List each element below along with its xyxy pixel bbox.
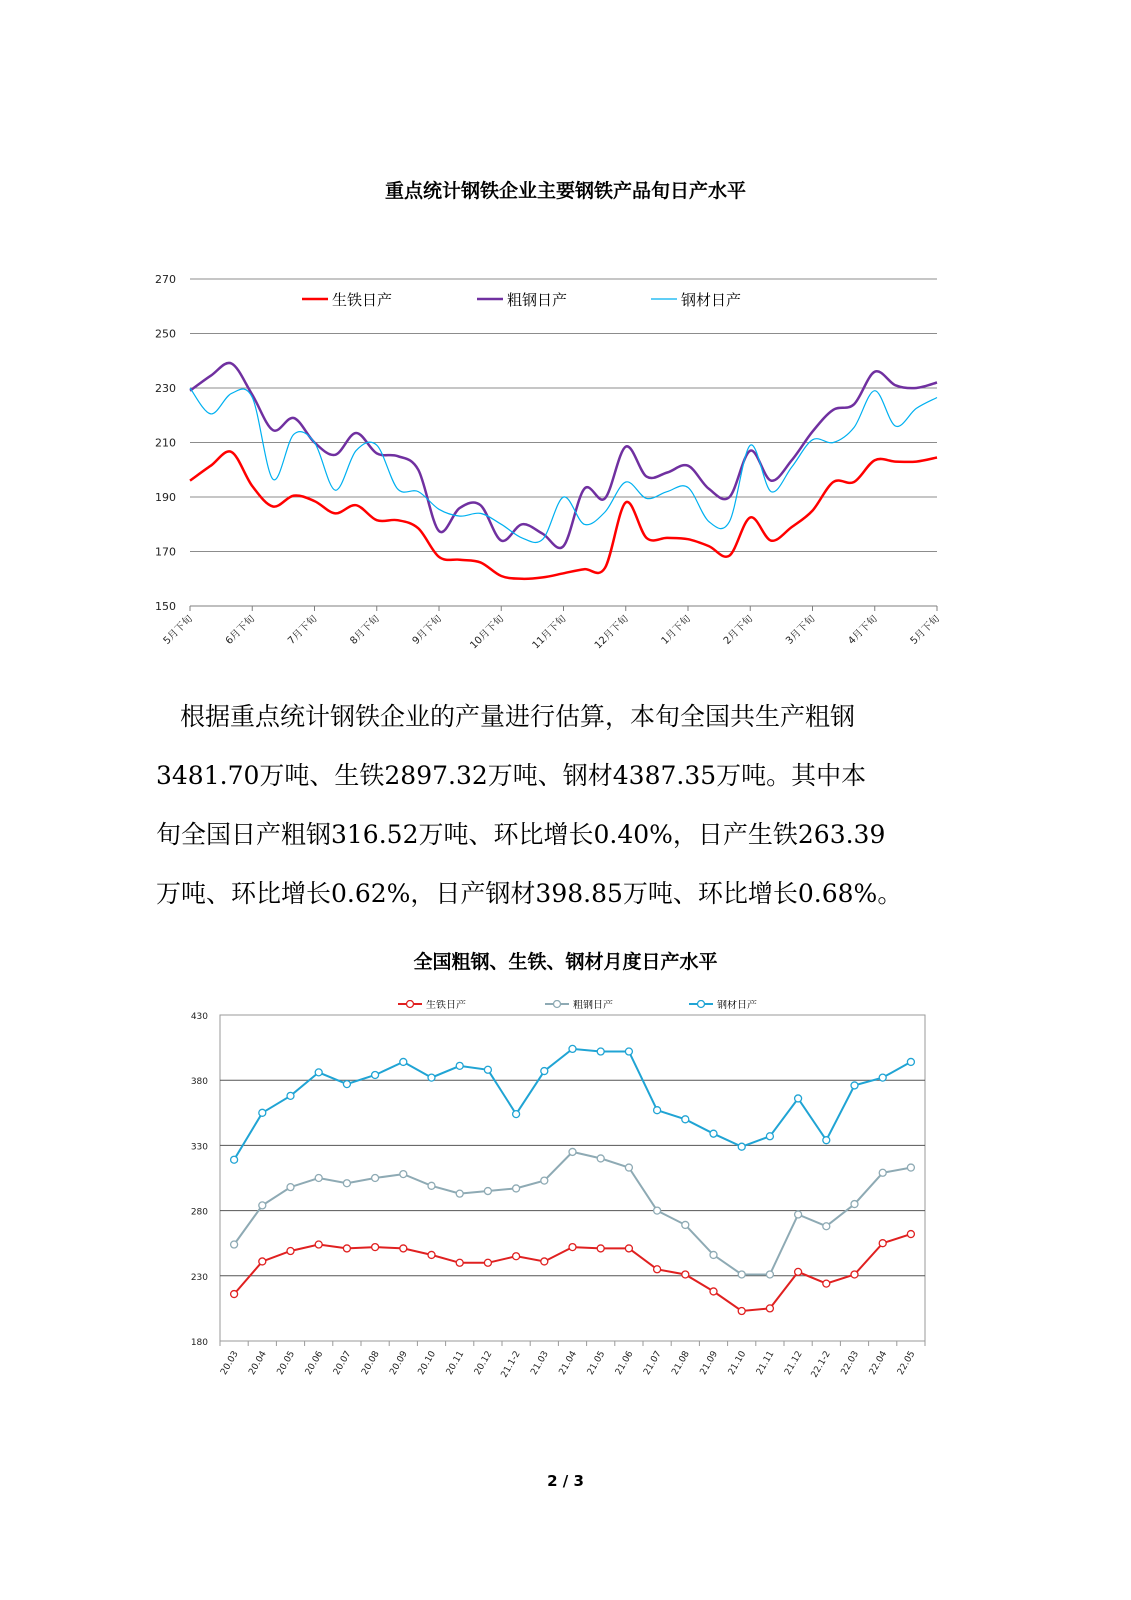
x-tick-label: 8月下旬 (348, 613, 382, 647)
data-point (795, 1095, 802, 1102)
x-tick-label: 6月下旬 (223, 613, 258, 647)
series-line-2 (190, 388, 937, 542)
x-tick-label: 9月下旬 (410, 613, 445, 647)
x-tick-label: 20.12 (472, 1349, 495, 1377)
data-point (541, 1177, 548, 1184)
data-point (823, 1137, 830, 1144)
x-tick-label: 21.06 (613, 1349, 636, 1377)
data-point (766, 1133, 773, 1140)
data-point (315, 1069, 322, 1076)
data-point (287, 1092, 294, 1099)
x-tick-label: 5月下旬 (161, 613, 196, 647)
x-tick-label: 20.06 (303, 1349, 326, 1377)
data-point (372, 1071, 379, 1078)
y-tick-label: 190 (155, 491, 176, 504)
chart1-svg (0, 240, 1131, 680)
data-point (879, 1169, 886, 1176)
legend-label: 钢材日产 (681, 291, 742, 309)
y-tick-label: 380 (190, 1077, 208, 1088)
data-point (879, 1240, 886, 1247)
legend-label: 生铁日产 (332, 291, 393, 309)
legend-marker (554, 1001, 561, 1008)
y-tick-label: 170 (155, 545, 176, 559)
x-tick-label: 2月下旬 (721, 613, 756, 647)
series-line-0 (190, 451, 937, 578)
data-point (231, 1291, 238, 1298)
y-tick-label: 210 (155, 436, 176, 450)
x-tick-label: 20.07 (331, 1349, 354, 1377)
data-point (569, 1148, 576, 1155)
data-point (907, 1231, 914, 1238)
data-point (541, 1068, 548, 1075)
chart2-title: 全国粗钢、生铁、钢材月度日产水平 (413, 951, 718, 973)
data-point (513, 1185, 520, 1192)
data-point (851, 1271, 858, 1278)
data-point (287, 1248, 294, 1255)
data-point (343, 1081, 350, 1088)
x-tick-label: 1月下旬 (659, 613, 694, 647)
y-tick-label: 230 (155, 382, 176, 395)
x-tick-label: 3月下旬 (784, 613, 818, 647)
series-line-1 (234, 1152, 911, 1275)
data-point (682, 1221, 689, 1228)
data-point (766, 1305, 773, 1312)
x-tick-label: 21.07 (642, 1349, 664, 1377)
data-point (400, 1058, 407, 1065)
data-point (625, 1164, 632, 1171)
x-tick-label: 22.04 (867, 1349, 890, 1377)
x-tick-label: 7月下旬 (286, 613, 320, 647)
data-point (315, 1241, 322, 1248)
data-point (400, 1245, 407, 1252)
data-point (231, 1241, 238, 1248)
data-point (823, 1280, 830, 1287)
data-point (259, 1109, 266, 1116)
data-point (738, 1143, 745, 1150)
data-point (654, 1266, 661, 1273)
data-point (795, 1268, 802, 1275)
data-point (597, 1048, 604, 1055)
data-point (654, 1107, 661, 1114)
x-tick-label: 20.05 (275, 1349, 298, 1377)
data-point (569, 1244, 576, 1251)
data-point (428, 1074, 435, 1081)
data-point (428, 1251, 435, 1258)
x-tick-label: 4月下旬 (846, 613, 880, 647)
data-point (682, 1116, 689, 1123)
paragraph-line: 3481.70万吨、生铁2897.32万吨、钢材4387.35万吨。其中本 (156, 761, 867, 790)
y-tick-label: 270 (155, 273, 176, 286)
paragraph-line: 旬全国日产粗钢316.52万吨、环比增长0.40%，日产生铁263.39 (156, 820, 886, 849)
data-point (597, 1245, 604, 1252)
data-point (710, 1288, 717, 1295)
data-point (513, 1111, 520, 1118)
x-tick-label: 12月下旬 (592, 613, 631, 652)
x-tick-label: 22.1-2 (809, 1349, 833, 1380)
data-point (907, 1058, 914, 1065)
data-point (907, 1164, 914, 1171)
x-tick-label: 21.08 (670, 1349, 692, 1377)
data-point (795, 1211, 802, 1218)
x-tick-label: 20.09 (388, 1349, 410, 1377)
data-point (823, 1223, 830, 1230)
data-point (541, 1258, 548, 1265)
data-point (738, 1308, 745, 1315)
data-point (513, 1253, 520, 1260)
data-point (428, 1182, 435, 1189)
x-tick-label: 20.10 (416, 1349, 439, 1377)
data-point (315, 1175, 322, 1182)
data-point (851, 1082, 858, 1089)
data-point (456, 1190, 463, 1197)
data-point (372, 1175, 379, 1182)
x-tick-label: 21.10 (726, 1349, 749, 1377)
chart1-title: 重点统计钢铁企业主要钢铁产品旬日产水平 (384, 180, 746, 202)
data-point (372, 1244, 379, 1251)
plot-area (220, 1015, 925, 1341)
data-point (231, 1156, 238, 1163)
data-point (851, 1201, 858, 1208)
data-point (343, 1180, 350, 1187)
data-point (484, 1259, 491, 1266)
y-tick-label: 150 (155, 600, 176, 613)
paragraph-line: 根据重点统计钢铁企业的产量进行估算，本旬全国共生产粗钢 (180, 702, 856, 731)
x-tick-label: 21.05 (585, 1349, 608, 1377)
series-line-2 (234, 1049, 911, 1160)
data-point (569, 1045, 576, 1052)
legend-label: 粗钢日产 (507, 291, 568, 309)
x-tick-label: 20.08 (360, 1349, 382, 1377)
y-tick-label: 250 (155, 327, 176, 341)
x-tick-label: 20.04 (247, 1349, 269, 1377)
data-point (343, 1245, 350, 1252)
y-tick-label: 180 (190, 1338, 208, 1348)
data-point (456, 1062, 463, 1069)
data-point (597, 1155, 604, 1162)
data-point (287, 1184, 294, 1191)
y-tick-label: 430 (190, 1012, 208, 1022)
data-point (710, 1251, 717, 1258)
y-tick-label: 330 (190, 1142, 208, 1153)
data-point (259, 1258, 266, 1265)
x-tick-label: 22.03 (839, 1349, 862, 1377)
data-point (625, 1245, 632, 1252)
legend-label: 生铁日产 (426, 1000, 466, 1011)
series-line-1 (190, 363, 937, 548)
data-point (682, 1271, 689, 1278)
data-point (879, 1074, 886, 1081)
x-tick-label: 21.04 (557, 1349, 580, 1377)
data-point (484, 1066, 491, 1073)
chart2-svg (0, 1000, 1131, 1400)
legend-label: 粗钢日产 (573, 1000, 613, 1011)
x-tick-label: 11月下旬 (530, 613, 569, 652)
data-point (710, 1130, 717, 1137)
summary-paragraph (156, 695, 956, 931)
data-point (259, 1202, 266, 1209)
data-point (456, 1259, 463, 1266)
data-point (738, 1271, 745, 1278)
x-tick-label: 21.1-2 (499, 1349, 523, 1380)
y-tick-label: 230 (190, 1272, 208, 1283)
paragraph-line: 万吨、环比增长0.62%，日产钢材398.85万吨、环比增长0.68%。 (156, 879, 903, 908)
page-number: 2 / 3 (547, 1472, 584, 1490)
x-tick-label: 5月下旬 (908, 613, 943, 647)
x-tick-label: 22.05 (895, 1349, 918, 1377)
data-point (654, 1207, 661, 1214)
legend-marker (698, 1001, 705, 1008)
x-tick-label: 21.03 (529, 1349, 551, 1377)
data-point (625, 1048, 632, 1055)
x-tick-label: 20.11 (444, 1349, 467, 1377)
x-tick-label: 21.12 (783, 1349, 805, 1377)
legend-label: 钢材日产 (717, 1000, 757, 1011)
data-point (484, 1188, 491, 1195)
x-tick-label: 21.09 (698, 1349, 721, 1377)
y-tick-label: 280 (190, 1207, 208, 1218)
x-tick-label: 21.11 (754, 1349, 777, 1377)
x-tick-label: 20.03 (219, 1349, 241, 1377)
data-point (766, 1271, 773, 1278)
x-tick-label: 10月下旬 (468, 613, 507, 652)
legend-marker (407, 1001, 414, 1008)
data-point (400, 1171, 407, 1178)
